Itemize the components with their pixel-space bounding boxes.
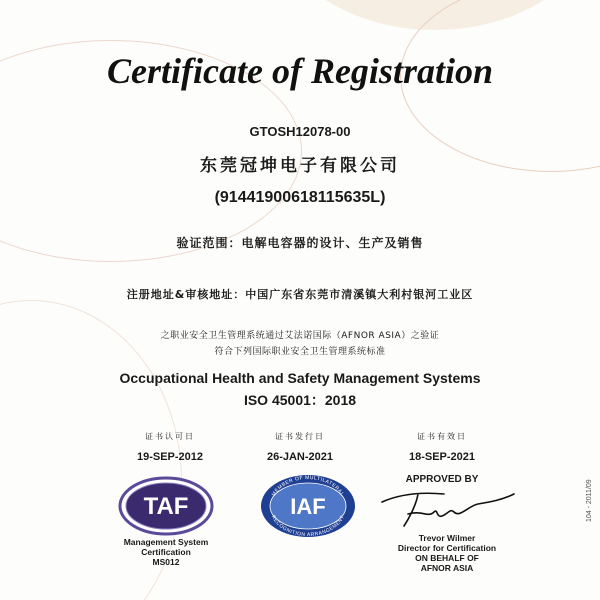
taf-logo-text: TAF [143, 493, 189, 520]
taf-caption [96, 537, 236, 567]
expiry-date-label: 证书有效日 [417, 432, 467, 441]
signature [378, 484, 518, 534]
signer-name: Trevor Wilmer [418, 533, 476, 543]
approval-date-label: 证书认可日 [145, 432, 195, 441]
standard-name: Occupational Health and Safety Management Systems [119, 370, 481, 386]
certification-scope: 验证范围：电解电容器的设计、生产及销售 [176, 236, 424, 250]
taf-caption-line: Management System [123, 537, 209, 547]
iaf-ring-bottom-text: RECOGNITION ARRANGEMENT [269, 514, 347, 538]
statement-line-1: 之职业安全卫生管理系统通过艾法诺国际（AFNOR ASIA）之验证 [160, 331, 440, 341]
certificate-number: GTOSH12078-00 [249, 124, 351, 139]
taf-accreditation-number: MS012 [152, 557, 180, 567]
statement-line-2: 符合下列国际职业安全卫生管理系统标准 [214, 347, 386, 357]
decorative-arc [270, 0, 600, 30]
expiry-date-value: 18-SEP-2021 [408, 451, 476, 463]
issue-date-value: 26-JAN-2021 [266, 451, 334, 463]
on-behalf-label: ON BEHALF OF [415, 553, 479, 563]
certificate-title: Certificate of Registration [107, 51, 493, 91]
organization-name: AFNOR ASIA [420, 563, 474, 573]
signer-title: Director for Certification [397, 543, 497, 553]
standard-code: ISO 45001：2018 [243, 392, 357, 408]
approved-by-label: APPROVED BY [405, 474, 479, 485]
iaf-logo [258, 474, 358, 538]
signer-block [382, 533, 512, 573]
registered-address: 注册地址&审核地址：中国广东省东莞市清溪镇大利村银河工业区 [126, 288, 474, 301]
form-code: 104 - 2011/09 [586, 479, 593, 522]
taf-logo [118, 476, 214, 536]
iaf-ring-top-text: MEMBER OF MULTILATERAL [270, 474, 346, 498]
issue-date-label: 证书发行日 [275, 432, 325, 441]
taf-caption-line: Certification [141, 547, 191, 557]
approval-date-value: 19-SEP-2012 [136, 451, 204, 463]
company-name: 东莞冠坤电子有限公司 [200, 156, 400, 176]
credit-code: (91441900618115635L) [214, 189, 386, 206]
iaf-logo-text: IAF [290, 494, 326, 519]
